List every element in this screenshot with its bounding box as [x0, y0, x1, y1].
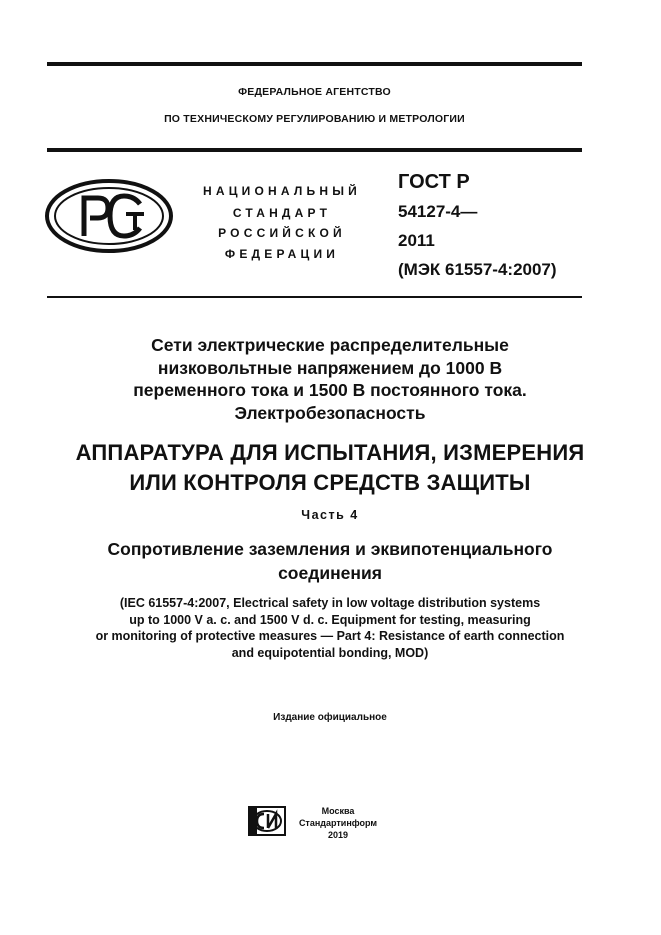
gost-r-logo-icon	[44, 178, 174, 254]
designation-line-2: 54127-4—	[398, 202, 478, 221]
part-title-line-2: соединения	[278, 563, 382, 583]
standard-type-line-1: НАЦИОНАЛЬНЫЙ	[202, 184, 362, 198]
agency-line-1: ФЕДЕРАЛЬНОЕ АГЕНТСТВО	[238, 86, 391, 98]
standartinform-logo-icon	[248, 806, 286, 836]
publisher-block	[298, 805, 378, 841]
iec-line-3: or monitoring of protective measures — Part 4: Resistance of earth connection	[95, 629, 565, 643]
publisher-year: 2019	[327, 830, 349, 840]
part-title-block	[40, 537, 620, 585]
subtitle-block	[40, 334, 620, 424]
designation-line-3: 2011	[398, 231, 435, 250]
main-title-line-1: АППАРАТУРА ДЛЯ ИСПЫТАНИЯ, ИЗМЕРЕНИЯ	[75, 440, 585, 465]
designation-line-4: (МЭК 61557-4:2007)	[398, 260, 557, 279]
subtitle-line-2: низковольтные напряжением до 1000 В	[157, 357, 503, 378]
subtitle-line-1: Сети электрические распределительные	[151, 335, 509, 355]
publisher-name: Стандартинформ	[298, 818, 378, 828]
standard-type-line-2: СТАНДАРТ	[232, 206, 332, 220]
iec-line-4: and equipotential bonding, MOD)	[231, 645, 429, 660]
title-rule	[47, 296, 582, 298]
edition-label: Издание официальное	[273, 712, 387, 723]
iec-reference-block	[40, 595, 620, 661]
subtitle-line-4: Электробезопасность	[234, 402, 426, 423]
iec-line-2: up to 1000 V a. c. and 1500 V d. c. Equipment for testing, measuring	[129, 612, 531, 627]
standard-type-line-4: ФЕДЕРАЦИИ	[224, 247, 340, 261]
designation-block	[398, 168, 557, 284]
part-title-line-1: Сопротивление заземления и эквипотенциального	[107, 539, 553, 559]
publisher-city: Москва	[321, 806, 355, 816]
main-title-line-2: ИЛИ КОНТРОЛЯ СРЕДСТВ ЗАЩИТЫ	[129, 470, 531, 495]
agency-line-2: ПО ТЕХНИЧЕСКОМУ РЕГУЛИРОВАНИЮ И МЕТРОЛОГИИ	[164, 113, 465, 125]
subtitle-line-3: переменного тока и 1500 В постоянного тока.	[133, 380, 527, 400]
main-title-block	[40, 438, 620, 498]
top-rule	[47, 62, 582, 66]
header-rule	[47, 148, 582, 152]
iec-line-1: (IEC 61557-4:2007, Electrical safety in low voltage distribution systems	[119, 596, 541, 610]
standard-type-line-3: РОССИЙСКОЙ	[218, 226, 346, 240]
designation-line-1: ГОСТ Р	[398, 171, 470, 193]
part-label: Часть 4	[301, 508, 359, 522]
